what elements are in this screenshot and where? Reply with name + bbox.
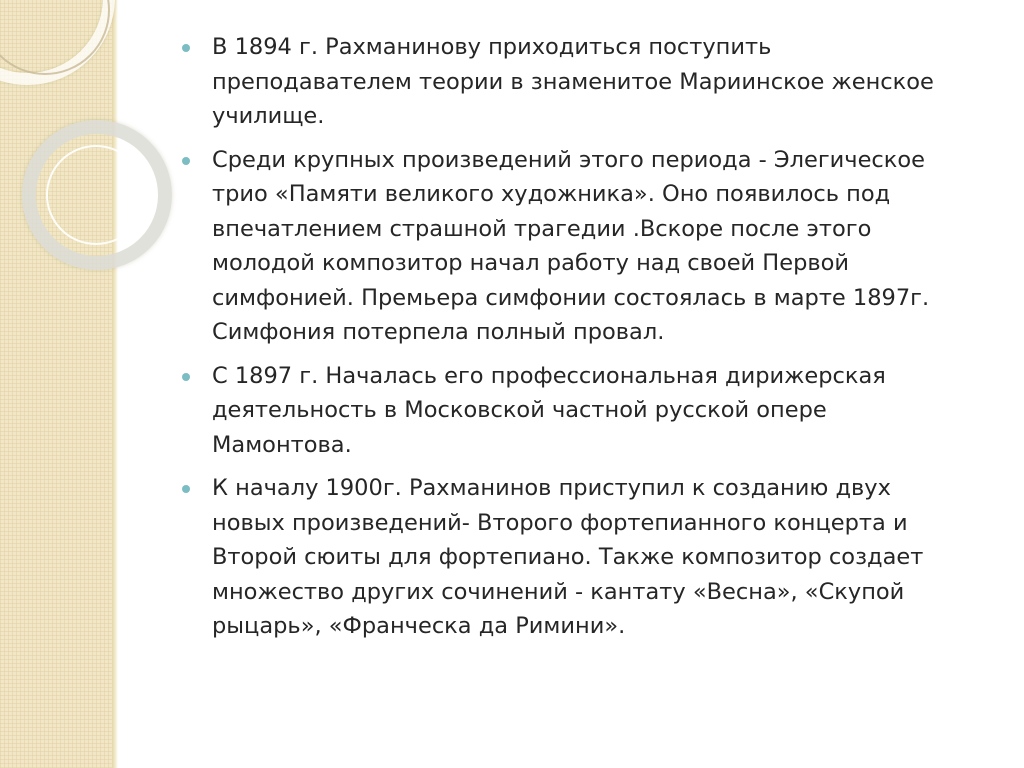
- bullet-text: С 1897 г. Началась его профессиональная дирижерская деятельность в Московской частной русской опере Мамонтова.: [212, 362, 886, 458]
- bullet-item: [182, 143, 982, 350]
- bullet-item: [182, 359, 982, 463]
- slide-content: [182, 30, 982, 653]
- bullet-dot-icon: [182, 44, 190, 52]
- bullet-text: Среди крупных произведений этого периода - Элегическое трио «Памяти великого художника». Оно появилось под впечатлением страшной трагедии .Вскоре после этого молодой композитор начал работу над своей Первой симфонией. Премьера симфонии состоялась в марте 1897г. Симфония потерпела полный провал.: [212, 146, 930, 345]
- bullet-dot-icon: [182, 485, 190, 493]
- bullet-dot-icon: [182, 373, 190, 381]
- bullet-text: К началу 1900г. Рахманинов приступил к созданию двух новых произведений- Второго фортепианного концерта и Второй сюиты для фортепиано. Также композитор создает множество других сочинений - кантату «Весна», «Скупой рыцарь», «Франческа да Римини».: [212, 475, 924, 639]
- bullet-dot-icon: [182, 157, 190, 165]
- decorative-side-band: [0, 0, 115, 768]
- bullet-text: В 1894 г. Рахманинову приходиться поступить преподавателем теории в знаменитое Мариинское женское училище.: [212, 34, 934, 129]
- side-band-edge: [112, 0, 118, 768]
- bullet-item: [182, 30, 982, 134]
- decorative-ring-middle-inner: [46, 145, 146, 245]
- bullet-item: [182, 471, 982, 644]
